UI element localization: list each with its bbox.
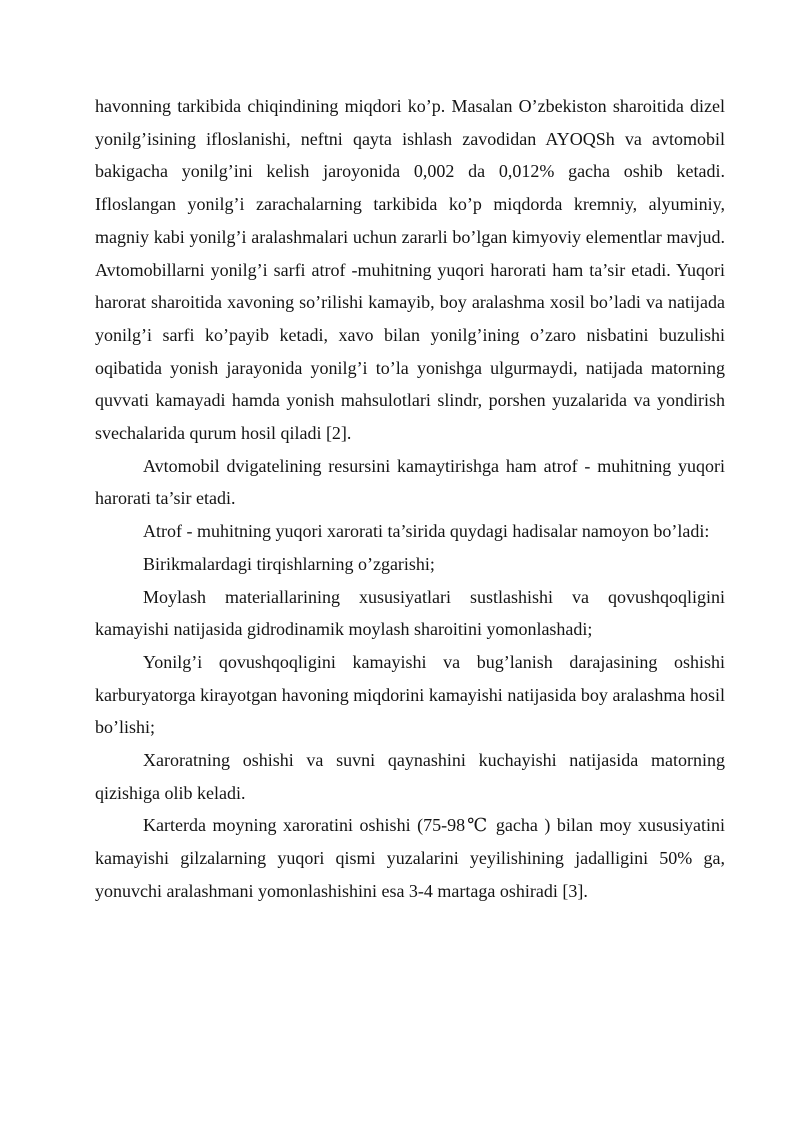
paragraph-lubrication: Moylash materiallarining xususiyatlari sustlashishi va qovushqoqligini kamayishi natijasida gidrodinamik moylash sharoitini yomonlashadi; xyxy=(95,586,725,640)
paragraph-gap-change: Birikmalardagi tirqishlarning o’zgarishi; xyxy=(143,553,435,574)
paragraph-effects-intro: Atrof - muhitning yuqori xarorati ta’sirida quydagi hadisalar namoyon bo’ladi: xyxy=(143,521,710,542)
paragraph-overheating: Xaroratning oshishi va suvni qaynashini kuchayishi natijasida matorning qizishiga olib keladi. xyxy=(95,750,725,803)
paragraph-fuel-viscosity: Yonilg’i qovushqoqligini kamayishi va bug’lanish darajasining oshishi karburyatorga kirayotgan havoning miqdorini kamayishi natijasida boy aralashma hosil bo’lishi; xyxy=(95,651,725,738)
paragraph-continuation: havonning tarkibida chiqindining miqdori ko’p. Masalan O’zbekiston sharoitida dizel yonilg’isining ifloslanishi, neftni qayta ishlash zavodidan AYOQSh va avtomobil bakigacha yonilg’ini kelish jaroyonida 0,002 da 0,012% gacha oshib ketadi. Ifloslangan yonilg’i zarachalarning tarkibida ko’p miqdorda kremniy, alyuminiy, magniy kabi yonilg’i aralashmalari uchun zararli bo’lgan kimyoviy elementlar mavjud. Avtomobillarni yonilg’i sarfi atrof -muhitning yuqori harorati ham ta’sir etadi. Yuqori harorat sharoitida xavoning so’rilishi kamayib, boy aralashma xosil bo’ladi va natijada yonilg’i sarfi ko’payib ketadi, xavo bilan yonilg’ining o’zaro nisbatini buzulishi oqibatida yonish jarayonida yonilg’i to’la yonishga ulgurmaydi, natijada matorning quvvati kamayadi hamda yonish mahsulotlari slindr, porshen yuzalarida va yondirish svechalarida qurum hosil qiladi [2]. xyxy=(95,96,725,444)
paragraph-crankcase-oil: Karterda moyning xaroratini oshishi (75-98℃ gacha ) bilan moy xususiyatini kamayishi gilzalarning yuqori qismi yuzalarini yeyilishining jadalligini 50% ga, yonuvchi aralashmani yomonlashishini esa 3-4 martaga oshiradi [3]. xyxy=(95,815,725,901)
paragraph-engine-resource: Avtomobil dvigatelining resursini kamaytirishga ham atrof - muhitning yuqori harorati ta’sir etadi. xyxy=(95,455,725,509)
document-page xyxy=(95,90,725,908)
